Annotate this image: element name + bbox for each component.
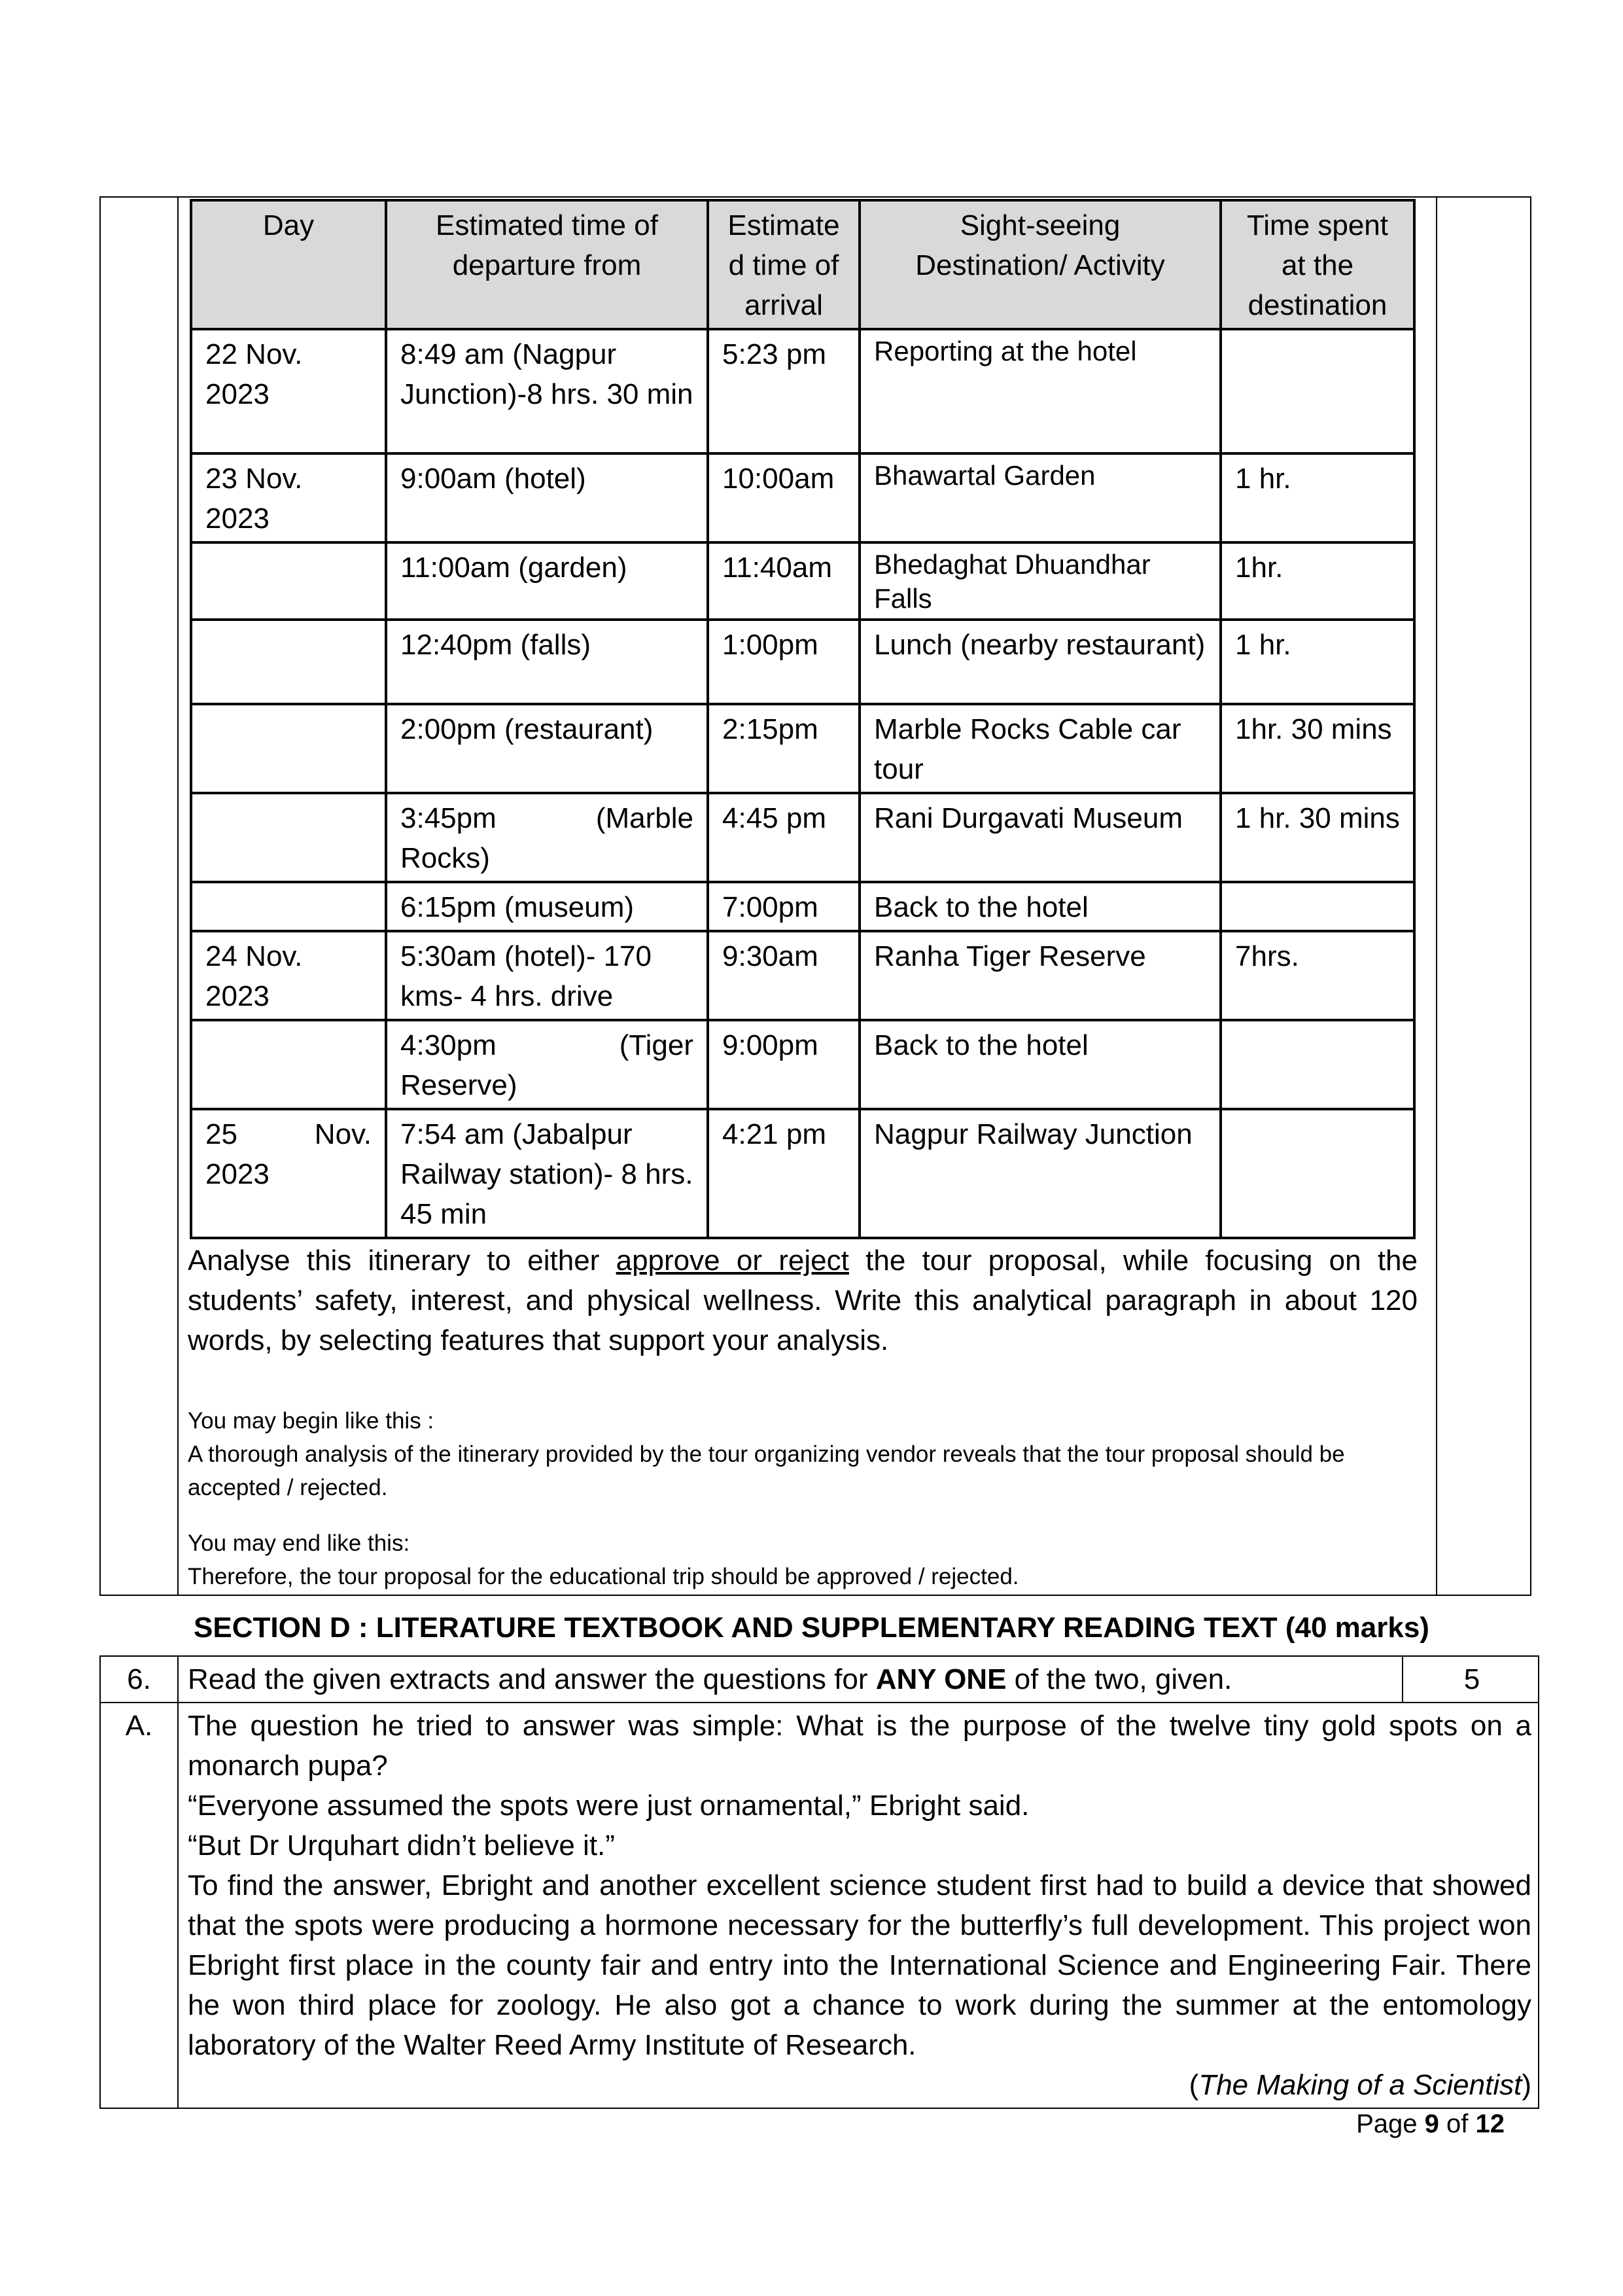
extract-label: A. [100,1703,178,2108]
row-destination: Bhawartal Garden [860,453,1221,542]
row-time-spent: 1 hr. 30 mins [1221,793,1414,882]
question-6-row [100,1656,1539,1703]
itinerary-row [191,453,1414,542]
begin-label: You may begin like this : [188,1408,434,1434]
row-day [191,1020,386,1109]
row-time-spent [1221,1109,1414,1238]
page-of: of [1446,2110,1469,2138]
row-departure: 5:30am (hotel)- 170 kms- 4 hrs. drive [386,931,708,1020]
row-arrival: 11:40am [708,542,860,620]
row-departure-line-2: Rocks) [400,842,490,874]
row-departure: 6:15pm (museum) [386,882,708,931]
row-day: 24 Nov. 2023 [191,931,386,1020]
end-text: Therefore, the tour proposal for the educational trip should be approved / rejected. [188,1564,1019,1589]
row-day [191,620,386,704]
row-arrival: 4:45 pm [708,793,860,882]
frame-divider-right [1436,198,1437,1595]
row-time-spent: 1hr. [1221,542,1414,620]
row-arrival: 9:30am [708,931,860,1020]
row-departure: 7:54 am (Jabalpur Railway station)- 8 hrs. 45 min [386,1109,708,1238]
row-arrival: 4:21 pm [708,1109,860,1238]
row-time-spent [1221,1020,1414,1109]
citation-title: The Making of a Scientist [1198,2069,1522,2101]
row-day: 22 Nov. 2023 [191,329,386,453]
itinerary-row [191,329,1414,453]
row-arrival: 2:15pm [708,704,860,793]
row-destination: Reporting at the hotel [860,329,1221,453]
row-destination: Nagpur Railway Junction [860,1109,1221,1238]
row-arrival: 9:00pm [708,1020,860,1109]
row-departure [386,1020,708,1109]
row-day [191,542,386,620]
extract-line: The question he tried to answer was simple: What is the purpose of the twelve tiny gold spots on a monarch pupa? [188,1710,1531,1782]
row-day [191,1109,386,1238]
row-destination: Lunch (nearby restaurant) [860,620,1221,704]
itinerary-row [191,793,1414,882]
row-day [191,882,386,931]
extract-a-row [100,1703,1539,2108]
header-day: Day [191,200,386,329]
row-time-spent [1221,882,1414,931]
question-6-table [99,1655,1539,2109]
row-arrival: 7:00pm [708,882,860,931]
row-destination: Marble Rocks Cable car tour [860,704,1221,793]
row-destination: Bhedaghat Dhuandhar Falls [860,542,1221,620]
row-destination: Ranha Tiger Reserve [860,931,1221,1020]
row-arrival: 10:00am [708,453,860,542]
row-time-spent: 1 hr. [1221,453,1414,542]
analysis-text-end: the tour proposal, while focusing on the students’ safety, interest, and physical wellness. Write this analytical paragraph in about 120 words, by selecting features that support your analysis. [188,1245,1418,1356]
row-destination: Back to the hotel [860,1020,1221,1109]
row-departure-line-1: 4:30pm (Tiger [400,1029,693,1061]
row-arrival: 1:00pm [708,620,860,704]
question-text-bold: ANY ONE [875,1663,1007,1695]
itinerary-row [191,704,1414,793]
row-departure: 11:00am (garden) [386,542,708,620]
row-time-spent: 1hr. 30 mins [1221,704,1414,793]
row-departure: 12:40pm (falls) [386,620,708,704]
row-day-line-2: 2023 [205,1158,270,1190]
page-total: 12 [1475,2110,1505,2138]
row-time-spent [1221,329,1414,453]
question-text-end: of the two, given. [1006,1663,1232,1695]
row-day [191,704,386,793]
itinerary-row [191,931,1414,1020]
header-destination: Sight-seeing Destination/ Activity [860,200,1221,329]
approve-or-reject-underlined: approve or reject [616,1245,849,1277]
row-departure-line-1: 3:45pm (Marble [400,802,693,834]
question-marks: 5 [1403,1656,1539,1703]
row-day: 23 Nov. 2023 [191,453,386,542]
itinerary-row [191,1020,1414,1109]
end-label: You may end like this: [188,1530,410,1556]
extract-line: “Everyone assumed the spots were just ornamental,” Ebright said. [188,1790,1030,1822]
itinerary-row [191,542,1414,620]
row-time-spent: 7hrs. [1221,931,1414,1020]
header-departure: Estimated time of departure from [386,200,708,329]
row-departure [386,793,708,882]
extract-a-text [178,1703,1539,2108]
row-departure: 8:49 am (Nagpur Junction)-8 hrs. 30 min [386,329,708,453]
page-number [1243,2106,1505,2142]
extract-line: To find the answer, Ebright and another excellent science student first had to build a device that showed that the spots were producing a hormone necessary for the butterfly’s full development. This project won Ebright first place in the county fair and entry into the International Science and Engineering Fair. There he won third place for zoology. He also got a chance to work during the summer at the entomology laboratory of the Walter Reed Army Institute of Research. [188,1869,1531,2061]
analysis-text-start: Analyse this itinerary to either [188,1245,616,1277]
itinerary-header-row [191,200,1414,329]
begin-text: A thorough analysis of the itinerary provided by the tour organizing vendor reveals that the tour proposal should be accepted / rejected. [188,1441,1345,1500]
question-text-start: Read the given extracts and answer the questions for [188,1663,876,1695]
question-text [178,1656,1403,1703]
row-departure: 9:00am (hotel) [386,453,708,542]
row-day [191,793,386,882]
itinerary-table [190,199,1416,1239]
header-time-spent: Time spent at the destination [1221,200,1414,329]
section-d-title: SECTION D : LITERATURE TEXTBOOK AND SUPPLEMENTARY READING TEXT (40 marks) [194,1612,1429,1644]
row-departure: 2:00pm (restaurant) [386,704,708,793]
extract-citation: (The Making of a Scientist) [1189,2069,1531,2101]
frame-divider-left [177,198,179,1595]
row-destination: Back to the hotel [860,882,1221,931]
itinerary-row [191,882,1414,931]
row-departure-line-2: Reserve) [400,1069,517,1101]
row-destination: Rani Durgavati Museum [860,793,1221,882]
row-time-spent: 1 hr. [1221,620,1414,704]
question-number: 6. [100,1656,178,1703]
page-label: Page [1356,2110,1418,2138]
page-current: 9 [1424,2110,1439,2138]
itinerary-row [191,620,1414,704]
extract-line: “But Dr Urquhart didn’t believe it.” [188,1829,615,1862]
itinerary-row [191,1109,1414,1238]
row-day-line-1: 25 Nov. [205,1118,372,1150]
analysis-instruction [188,1241,1418,1360]
header-arrival: Estimate d time of arrival [708,200,860,329]
row-arrival: 5:23 pm [708,329,860,453]
